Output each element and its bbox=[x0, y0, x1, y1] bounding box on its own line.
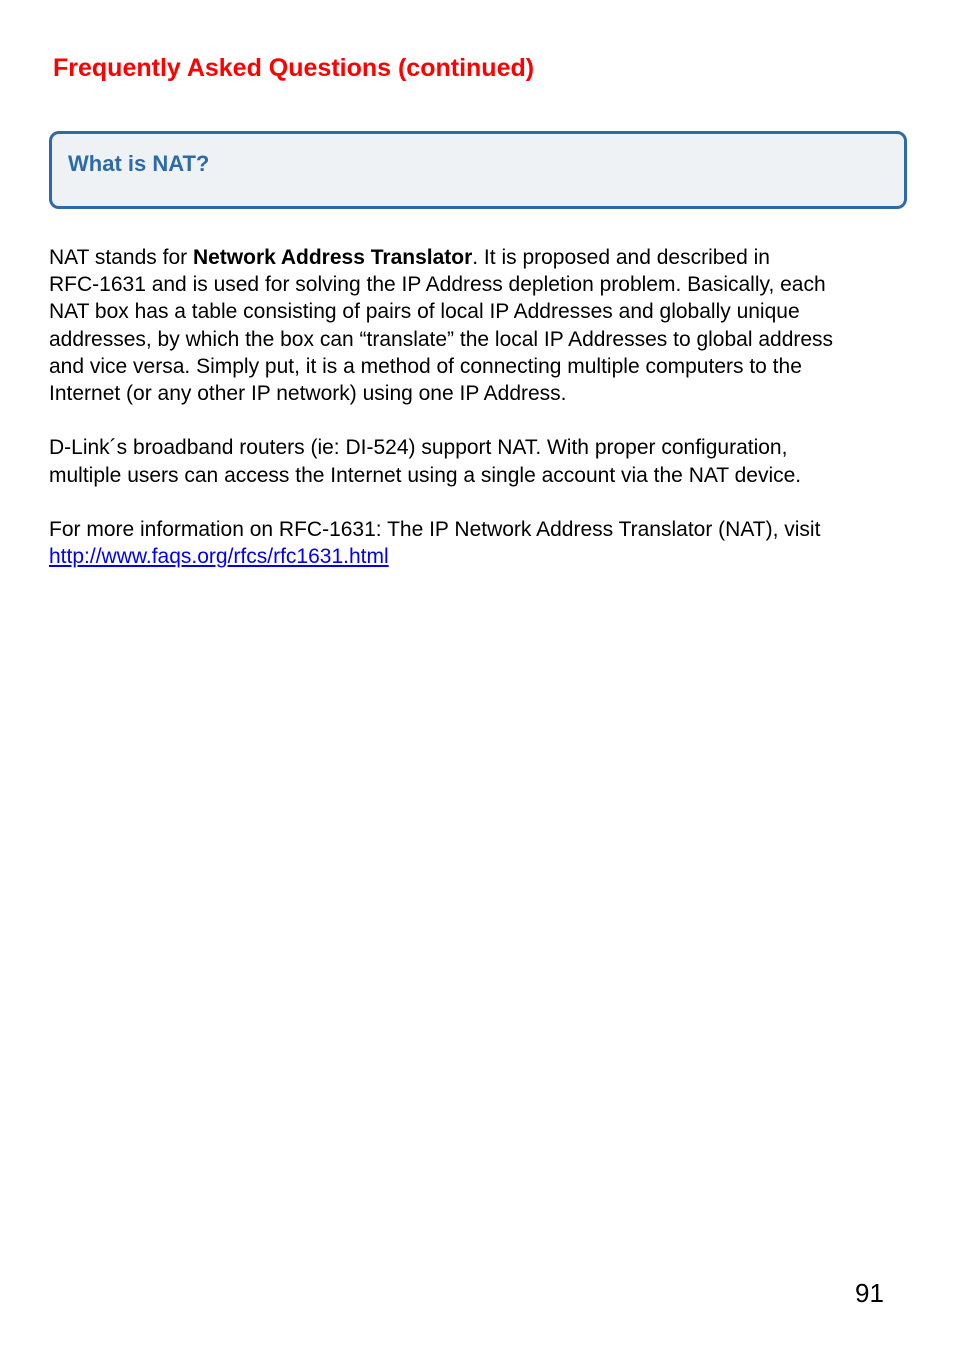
paragraph-line: multiple users can access the Internet using a single account via the NAT device. bbox=[49, 463, 802, 487]
paragraph-line: addresses, by which the box can “translate” the local IP Addresses to global address bbox=[49, 327, 834, 351]
paragraph-more-info bbox=[49, 516, 909, 570]
paragraph-dlink-support bbox=[49, 434, 909, 488]
paragraph-nat-definition bbox=[49, 244, 909, 407]
paragraph-line bbox=[49, 244, 909, 271]
rfc1631-link[interactable]: http://www.faqs.org/rfcs/rfc1631.html bbox=[49, 545, 389, 569]
paragraph-line: D-Link´s broadband routers (ie: DI-524) support NAT. With proper configuration, bbox=[49, 436, 788, 460]
bold-term: Network Address Translator bbox=[192, 246, 473, 269]
text-run: . It is proposed and described in bbox=[472, 246, 770, 269]
paragraph-line: NAT box has a table consisting of pairs of local IP Addresses and globally unique bbox=[49, 300, 800, 324]
page-title: Frequently Asked Questions (continued) bbox=[53, 54, 535, 82]
paragraph-line: and vice versa. Simply put, it is a method of connecting multiple computers to the bbox=[49, 354, 802, 378]
text-run: NAT stands for bbox=[49, 246, 193, 269]
answer-content bbox=[49, 244, 909, 598]
paragraph-line: RFC-1631 and is used for solving the IP Address depletion problem. Basically, each bbox=[49, 273, 826, 297]
page-number: 91 bbox=[855, 1278, 884, 1308]
question-title: What is NAT? bbox=[68, 151, 210, 176]
link-line bbox=[49, 543, 909, 570]
paragraph-line: Internet (or any other IP network) using one IP Address. bbox=[49, 382, 567, 406]
paragraph-line: For more information on RFC-1631: The IP Network Address Translator (NAT), visit bbox=[49, 518, 821, 541]
question-box bbox=[49, 131, 907, 209]
